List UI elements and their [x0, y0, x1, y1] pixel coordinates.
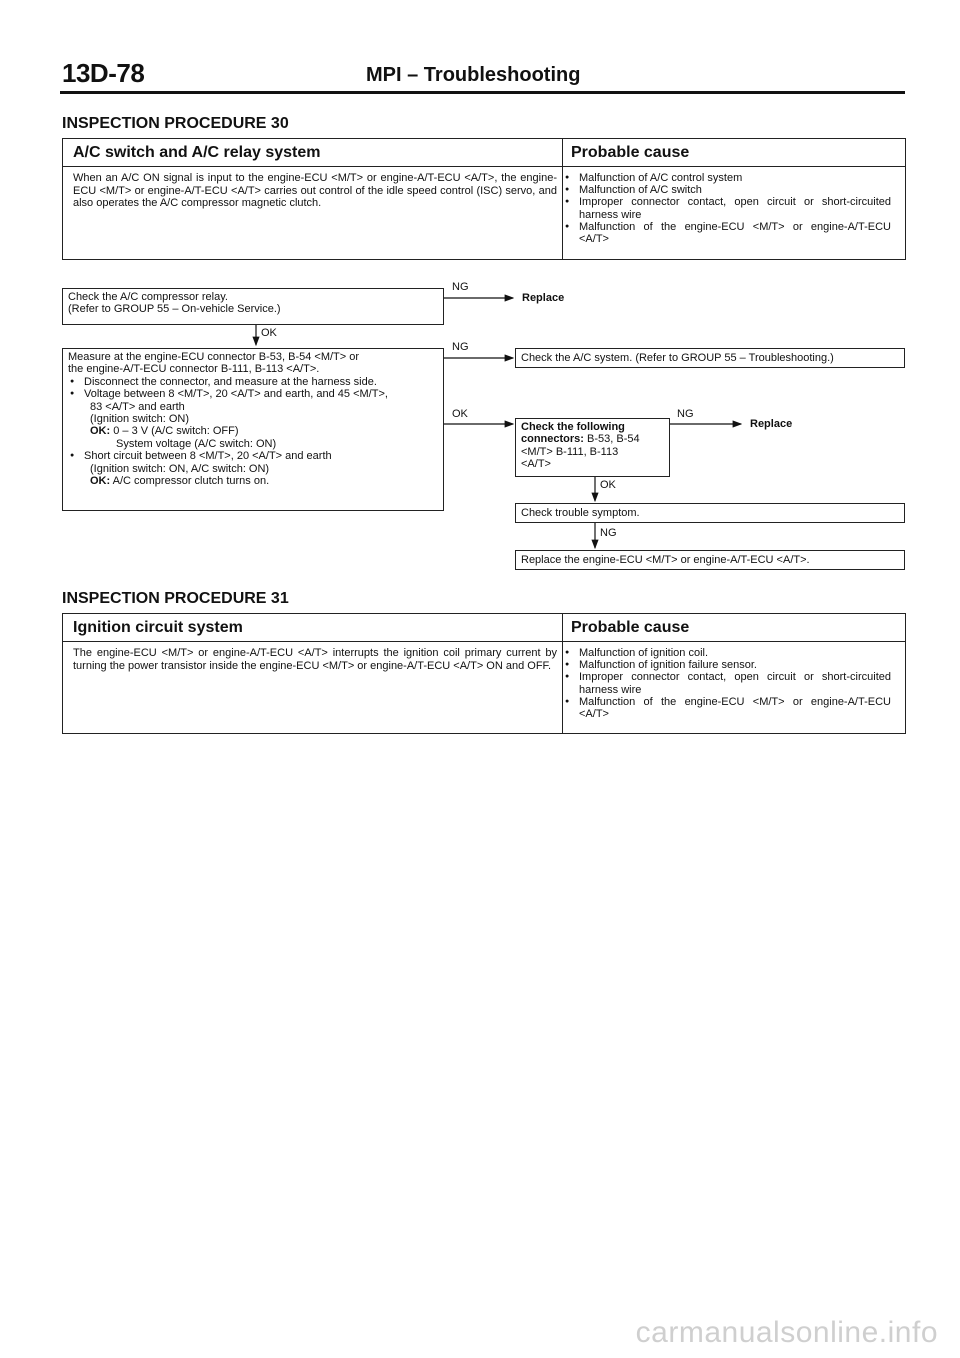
proc30-heading: INSPECTION PROCEDURE 30 — [62, 115, 289, 132]
proc31-cause-item: ● Malfunction of ignition coil. — [563, 647, 891, 659]
step3-line: <M/T> B-111, B-113 — [521, 445, 619, 458]
proc30-description: When an A/C ON signal is input to the engine-ECU <M/T> or engine-A/T-ECU <A/T>, the engine-ECU <M/T> or engine-A/T-ECU <A/T> carries out control of the idle speed control (ISC) servo, and also operates the A/C compressor magnetic clutch. — [73, 172, 557, 210]
step2-bullets — [68, 376, 438, 401]
proc30-cause-item: ● Malfunction of A/C control system — [563, 172, 891, 184]
step1-ng-action: Replace — [522, 292, 565, 304]
step-check-trouble-symptom: Check trouble symptom. — [515, 503, 905, 523]
proc31-cause-item: ● Malfunction of ignition failure sensor. — [563, 659, 891, 671]
page-title: MPI – Troubleshooting — [366, 64, 581, 86]
step2-ok-label: OK — [452, 408, 468, 420]
step3-line: Check the following — [521, 421, 625, 433]
step2-bullet: ● Voltage between 8 <M/T>, 20 <A/T> and earth, and 45 <M/T>, — [68, 388, 438, 400]
step1-ng-label: NG — [452, 281, 469, 293]
step3-ok-label: OK — [600, 479, 616, 491]
step2-ok2-label: OK: — [90, 475, 111, 488]
proc30-table-title: A/C switch and A/C relay system — [73, 144, 321, 161]
step1-ok-label: OK — [261, 327, 277, 339]
step1-line: (Refer to GROUP 55 – On-vehicle Service.) — [68, 303, 281, 316]
proc31-table — [62, 613, 906, 734]
step2-ok1-line — [68, 425, 438, 437]
page-number: 13D-78 — [62, 58, 145, 88]
step-measure-ecu-connector — [62, 348, 444, 511]
proc30-cause-item: ● Improper connector contact, open circuit or short-circuited harness wire — [563, 196, 891, 220]
step2-ok1-text: 0 – 3 V (A/C switch: OFF) — [113, 425, 239, 438]
proc30-cause-title: Probable cause — [571, 144, 690, 161]
step2-ok2-line — [68, 475, 438, 487]
step-check-compressor-relay — [62, 288, 444, 325]
step2-ok2-text: A/C compressor clutch turns on. — [112, 475, 270, 488]
proc31-cause-item: ● Improper connector contact, open circuit or short-circuited harness wire — [563, 671, 891, 695]
proc30-cause-item: ● Malfunction of the engine-ECU <M/T> or engine-A/T-ECU <A/T> — [563, 221, 891, 245]
proc31-heading: INSPECTION PROCEDURE 31 — [62, 590, 289, 607]
proc31-cause-title: Probable cause — [571, 619, 690, 636]
step1-line: Check the A/C compressor relay. — [68, 291, 228, 303]
step2-bullets-2 — [68, 450, 438, 462]
step4-ng-label: NG — [600, 527, 617, 539]
proc31-table-title: Ignition circuit system — [73, 619, 243, 636]
step2-line: 83 <A/T> and earth — [90, 400, 185, 413]
step2-bullet: ● Short circuit between 8 <M/T>, 20 <A/T> and earth — [68, 450, 438, 462]
step-replace-ecu: Replace the engine-ECU <M/T> or engine-A/T-ECU <A/T>. — [515, 550, 905, 570]
watermark: carmanualsonline.info — [635, 1316, 938, 1349]
step3-line — [521, 433, 664, 445]
proc30-cause-item: ● Malfunction of A/C switch — [563, 184, 891, 196]
step2-line: System voltage (A/C switch: ON) — [116, 437, 277, 450]
step3-ng-label: NG — [677, 408, 694, 420]
step2-line: (Ignition switch: ON, A/C switch: ON) — [90, 462, 270, 475]
step3-line: <A/T> — [521, 458, 551, 471]
proc31-description: The engine-ECU <M/T> or engine-A/T-ECU <A/T> interrupts the ignition coil primary current by turning the power transistor inside the engine-ECU <M/T> or engine-A/T-ECU <A/T> ON and OFF. — [73, 647, 557, 672]
step2-ok1-label: OK: — [90, 425, 111, 438]
step2-line: (Ignition switch: ON) — [90, 413, 190, 426]
proc31-cause-list — [563, 647, 891, 720]
proc31-table-divider — [63, 641, 905, 642]
step-check-ac-system: Check the A/C system. (Refer to GROUP 55 – Troubleshooting.) — [515, 348, 905, 368]
step2-bullet: ● Disconnect the connector, and measure at the harness side. — [68, 376, 438, 388]
step3-connectors-label: connectors: — [521, 433, 584, 446]
step2-ng-label: NG — [452, 341, 469, 353]
step-check-connectors — [515, 418, 670, 477]
step3-ng-action: Replace — [750, 418, 793, 430]
step3-connectors-value: B-53, B-54 — [587, 433, 640, 446]
step2-line: the engine-A/T-ECU connector B-111, B-113 <A/T>. — [68, 363, 320, 376]
step2-line: Measure at the engine-ECU connector B-53, B-54 <M/T> or — [68, 351, 360, 363]
proc31-cause-item: ● Malfunction of the engine-ECU <M/T> or engine-A/T-ECU <A/T> — [563, 696, 891, 720]
